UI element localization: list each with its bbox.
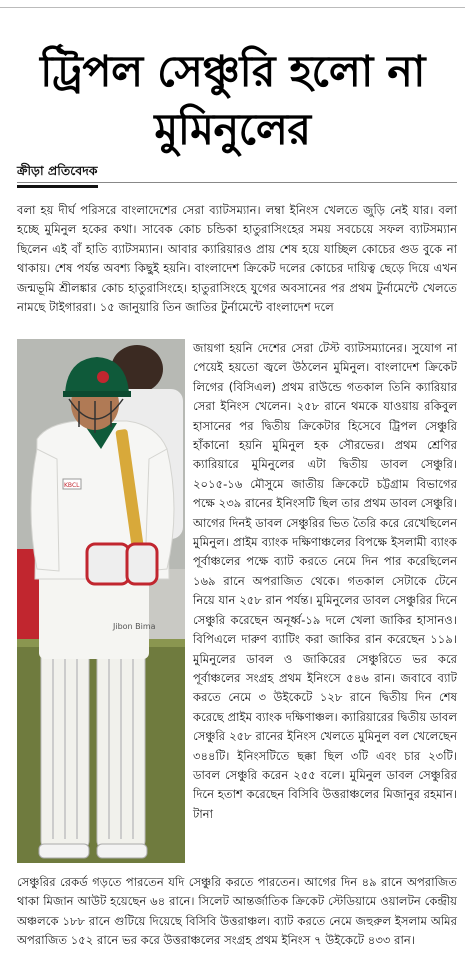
player-photo	[17, 339, 185, 863]
headline	[8, 43, 457, 159]
sponsor-text: KBCL	[64, 482, 80, 489]
headline-line-1: ট্রিপল সেঞ্চুরি হলো না	[40, 46, 425, 97]
byline-block	[17, 160, 98, 188]
shirt-text: Jibon Bima	[113, 622, 156, 631]
article-paragraph-intro: বলা হয় দীর্ঘ পরিসরে বাংলাদেশের সেরা ব্যাটসম্যান। লম্বা ইনিংস খেলতে জুড়ি নেই যার। বলা হচ্ছে মুমিনুল হকের কথা। সাবেক কোচ চন্ডিকা হাতুরাসিংহের সময় সবচেয়ে সফল ব্যাটসম্যান ছিলেন এই বাঁ হাতি ব্যাটসম্যান। আবার ক্যারিয়ারও প্রায় শেষ হয়ে যাচ্ছিল কোচের গুড বুকে না থাকায়। শেষ পর্যন্ত অবশ্য কিছুই হয়নি। বাংলাদেশ ক্রিকেট দলের কোচের দায়িত্ব ছেড়ে দিয়ে এখন জন্মভূমি শ্রীলঙ্কার কোচ হাতুরাসিংহে। হাতুরাসিংহে যুগের অবসানের পর প্রথম টুর্নামেন্টে খেলতে নামছে টাইগাররা। ১৫ জানুয়ারি তিন জাতির টুর্নামেন্টে বাংলাদেশ দলে	[17, 203, 457, 315]
article-paragraph-closing: সেঞ্চুরির রেকর্ড গড়তে পারতেন যদি সেঞ্চুরি করতে পারতেন। আগের দিন ৪৯ রানে অপরাজিত থাকা মিজান আউট হয়েছেন ৬৪ রানে। সিলেট আন্তর্জাতিক ক্রিকেট স্টেডিয়ামে ওয়ালটন কেন্দ্রীয় অঞ্চলকে ১৮৮ রানে গুটিয়ে দিয়েছে বিসিবি উত্তরাঞ্চল। ব্যাট করতে নেমে জহুরুল ইসলাম অমির অপরাজিত ১৫২ রানে ভর করে উত্তরাঞ্চলের সংগ্রহ প্রথম ইনিংস ৭ উইকেটে ৪৩৩ রান।	[17, 875, 457, 948]
top-border	[0, 0, 465, 8]
article-paragraph-main: জায়গা হয়নি দেশের সেরা টেস্ট ব্যাটসম্যানের। সুযোগ না পেয়েই হয়তো জ্বলে উঠলেন মুমিনুল। বাংলাদেশ ক্রিকেট লিগের (বিসিএল) প্রথম রাউন্ডে গতকাল তিনি ক্যারিয়ার সেরা ইনিংস খেলেন। ২৫৮ রানে থমকে যাওয়ায় রকিবুল হাসানের পর দ্বিতীয় ক্রিকেটার হিসেবে ট্রিপল সেঞ্চুরি হাঁকানো হয়নি মুমিনুল হক সৌরভের। প্রথম শ্রেণির ক্যারিয়ারে মুমিনুলের এটা দ্বিতীয় ডাবল সেঞ্চুরি। ২০১৫-১৬ মৌসুমে জাতীয় ক্রিকেটে চট্টগ্রাম বিভাগের পক্ষে ২৩৯ রানের ইনিংসটি ছিল তার প্রথম ডাবল সেঞ্চুরি। আগের দিনই ডাবল সেঞ্চুরির ভিত তৈরি করে রেখেছিলেন মুমিনুল। প্রাইম ব্যাংক দক্ষিণাঞ্চলের বিপক্ষে ইসলামী ব্যাংক পূর্বাঞ্চলের পক্ষে ব্যাট করতে নেমে দিন পার করেছিলেন ১৬৯ রানে অপরাজিত থেকে। গতকাল সেটাকে টেনে নিয়ে যান ২৫৮ রান পর্যন্ত। মুমিনুলের ডাবল সেঞ্চুরির দিনে সেঞ্চুরি করেছেন অনূর্ধ্ব-১৯ দলে খেলা জাকির হাসানও। বিপিএলে দারুণ ব্যাটিং করা জাকির রান করেছেন ১১৯। মুমিনুলের ডাবল ও জাকিরের সেঞ্চুরিতে ভর করে পূর্বাঞ্চলের সংগ্রহ প্রথম ইনিংসে ৫৪৬ রান। জবাবে ব্যাট করতে নেমে ৩ উইকেটে ১২৮ রানে দ্বিতীয় দিন শেষ করেছে প্রাইম ব্যাংক দক্ষিণাঞ্চল। ক্যারিয়ারের দ্বিতীয় ডাবল সেঞ্চুরি ২৫৮ রানের ইনিংস খেলতে মুমিনুল বল খেলেছেন ৩৪৪টি। ইনিংসটিতে ছক্কা ছিল ৩টি এবং চার ২৩টি। ডাবল সেঞ্চুরি করেন ২৫৫ বলে। মুমিনুল ডাবল সেঞ্চুরির দিনে হতাশ করেছেন বিসিবি উত্তরাঞ্চলের মিজানুর রহমান। টানা	[193, 341, 457, 821]
batting-gloves	[87, 544, 129, 584]
byline-rule	[17, 182, 457, 183]
byline: ক্রীড়া প্রতিবেদক	[17, 163, 98, 188]
headline-line-2: মুমিনুলের	[154, 104, 311, 155]
